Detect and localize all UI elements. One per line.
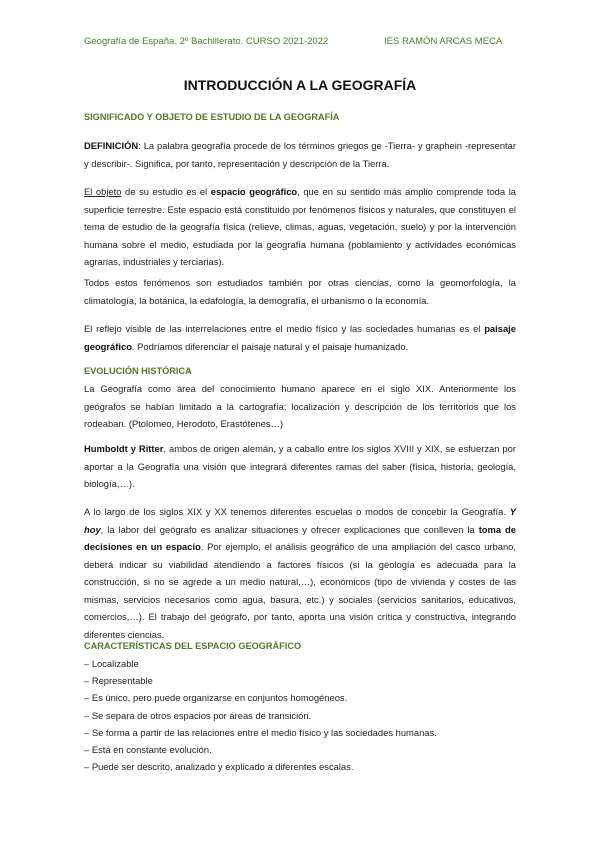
history-paragraph-3 (84, 503, 516, 643)
object-text-1: de su estudio es el (121, 186, 211, 197)
history-p3-text-3: . Por ejemplo, el análisis geográfico de una ampliación del casco urbano, deberá indicar su viabilidad atendiendo a factores físicos (si la geología es adecuada para la construcción, si no se agrede a un medio natural,…), económicos (tipo de vivienda y costes de las mismas, servicios necesarios como agua, basura, etc.) y sociales (servicios sanitarios, educativos, comercios,…). El trabajo del geógrafo, por tanto, aporta una visión crítica y constructiva, integrando diferentes ciencias. (84, 541, 516, 640)
list-item: – Se separa de otros espacios por áreas de transición. (84, 709, 312, 721)
history-paragraph-1: La Geografía como área del conocimiento humano aparece en el siglo XIX. Anteriormente los geógrafos se habían limitado a la cartografía: localización y descripción de los territorios que los rodeaban. (Ptolomeo, Herodoto, Erastótenes…) (84, 383, 516, 429)
list-item: – Es único, pero puede organizarse en conjuntos homogéneos. (84, 692, 348, 704)
history-paragraph-2 (84, 440, 516, 493)
definition-text: : La palabra geografía procede de los términos griegos ge -Tierra- y graphein -representar y describir-. Significa, por tanto, representación y descripción de la Tierra. (84, 140, 516, 169)
header-course: Geografía de España. 2º Bachillerato. CURSO 2021-2022 (84, 36, 329, 47)
decision-making: toma de decisiones en un espacio (84, 523, 516, 552)
characteristics-list (84, 655, 437, 775)
humboldt-ritter: Humboldt y Ritter (84, 443, 164, 454)
definition-paragraph (84, 137, 516, 172)
list-item: – Se forma a partir de las relaciones entre el medio físico y las sociedades humanas. (84, 726, 437, 738)
section-heading-meaning: SIGNIFICADO Y OBJETO DE ESTUDIO DE LA GEOGRAFÍA (84, 112, 340, 122)
y-hoy: Y hoy (84, 506, 516, 535)
header-school: IES RAMÓN ARCAS MECA (384, 36, 503, 47)
section-heading-characteristics: CARACTERÍSTICAS DEL ESPACIO GEOGRÁFICO (84, 641, 302, 651)
other-sciences-paragraph: Todos estos fenómenos son estudiados también por otras ciencias, como la geomorfología, la climatología, la botánica, la edafología, la demografía, el urbanismo o la economía. (84, 277, 516, 306)
list-item: – Localizable (84, 658, 139, 669)
history-p2-text: , ambos de origen alemán, y a caballo entre los siglos XVIII y XIX, se esfuerzan por aportar a la Geografía una visión que integrará diferentes ramas del saber (física, historia, geología, biología,…). (84, 443, 516, 489)
landscape-paragraph (84, 320, 516, 355)
page-title: INTRODUCCIÓN A LA GEOGRAFÍA (183, 77, 417, 93)
list-item: – Puede ser descrito, analizado y explicado a diferentes escalas. (84, 761, 354, 773)
history-p3-text-2: , la labor del geógrafo es analizar situaciones y ofrecer explicaciones que conlleven la (100, 523, 479, 535)
object-text-2: , que en su sentido más amplio comprende toda la superficie terrestre. Este espacio está constituido por fenómenos físicos y naturales, que constituyen el tema de estudio de la geografía física (relieve, climas, aguas, vegetación, suelo) y por la intervención humana sobre el medio, estudiada por la geografía humana (poblamiento y actividades económicas agrarias, industriales y terciarias). (84, 186, 516, 267)
object-paragraph (84, 183, 516, 271)
landscape-bold: paisaje geográfico (84, 323, 516, 352)
object-underlined: El objeto (84, 186, 122, 197)
landscape-text-2: . Podríamos diferenciar el paisaje natural y el paisaje humanizado. (131, 340, 409, 352)
list-item: – Representable (84, 675, 153, 687)
history-p3-text-1: A lo largo de los siglos XIX y XX tenemos diferentes escuelas o modos de concebir la Geografía. (84, 506, 510, 517)
object-bold: espacio geográfico (210, 186, 298, 197)
definition-label: DEFINICIÓN (84, 140, 139, 151)
list-item: – Está en constante evolución. (84, 744, 212, 756)
landscape-text-1: El reflejo visible de las interrelaciones entre el medio físico y las sociedades humanas es el (84, 323, 485, 334)
section-heading-history: EVOLUCIÓN HISTÓRICA (84, 366, 192, 376)
